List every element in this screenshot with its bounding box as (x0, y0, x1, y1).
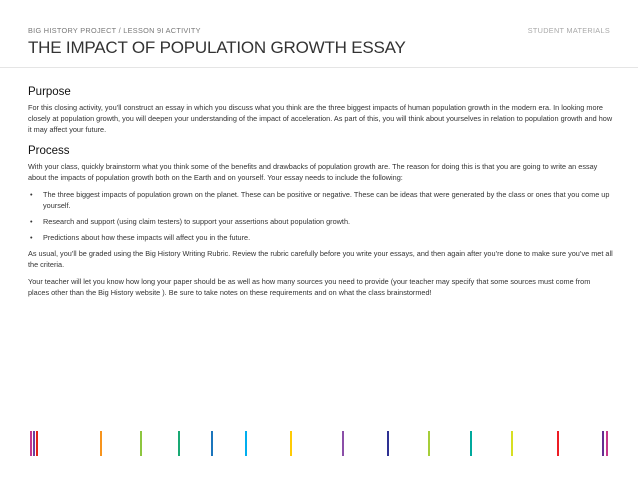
color-stripe (557, 431, 559, 456)
color-stripe (211, 431, 213, 456)
color-stripe (387, 431, 389, 456)
list-item-text: Predictions about how these impacts will affect you in the future. (43, 233, 251, 242)
process-section (28, 145, 613, 298)
process-heading: Process (28, 145, 70, 157)
bullet-icon: • (30, 233, 33, 242)
color-stripe (245, 431, 247, 456)
color-stripe (33, 431, 35, 456)
list-item (28, 232, 613, 243)
document-body (28, 86, 613, 304)
purpose-text: For this closing activity, you’ll construct an essay in which you discuss what you think are the three biggest impacts of human population growth in the modern era. In looking more closely at population growth, you will deepen your understanding of the impact of acceleration. As part of this, you will think about yourselves in relation to population growth and how it may affect your future. (28, 103, 613, 134)
color-stripe (511, 431, 513, 456)
color-stripe (606, 431, 608, 456)
color-stripe (290, 431, 292, 456)
list-item (28, 189, 613, 211)
purpose-heading: Purpose (28, 86, 71, 98)
list-item (28, 216, 613, 227)
header-divider (0, 67, 638, 68)
student-materials-label: STUDENT MATERIALS (527, 26, 610, 35)
list-item-text: Research and support (using claim testers) to support your assertions about population growth. (43, 217, 351, 226)
page-title: THE IMPACT OF POPULATION GROWTH ESSAY (28, 38, 406, 57)
decorative-color-stripes (0, 431, 638, 456)
length-sources-paragraph: Your teacher will let you know how long your paper should be as well as how many sources you need to provide (your teacher may specify that some sources must come from places other than the Big History website ). Be sure to take notes on these requirements and on what the class brainstormed! (28, 277, 591, 297)
color-stripe (602, 431, 604, 456)
color-stripe (470, 431, 472, 456)
requirements-list (28, 189, 613, 243)
bullet-icon: • (30, 217, 33, 226)
color-stripe (342, 431, 344, 456)
color-stripe (178, 431, 180, 456)
color-stripe (36, 431, 38, 456)
color-stripe (100, 431, 102, 456)
color-stripe (30, 431, 32, 456)
process-intro: With your class, quickly brainstorm what you think some of the benefits and drawbacks of population growth are. The reason for doing this is that you are going to write an essay about the impacts of population growth both on the Earth and on yourself. Your essay needs to include the following: (28, 162, 598, 182)
bullet-icon: • (30, 190, 33, 199)
color-stripe (428, 431, 430, 456)
grading-paragraph: As usual, you’ll be graded using the Big History Writing Rubric. Review the rubric carefully before you write your essays, and then again after you’re done to make sure you’ve met all the criteria. (28, 249, 613, 269)
lesson-kicker: BIG HISTORY PROJECT / LESSON 9I ACTIVITY (28, 26, 201, 35)
purpose-section (28, 86, 613, 135)
list-item-text: The three biggest impacts of population grown on the planet. These can be positive or negative. These can be ideas that were generated by the class or ones that you come up yourself. (43, 190, 610, 210)
color-stripe (140, 431, 142, 456)
page-header (28, 26, 610, 58)
